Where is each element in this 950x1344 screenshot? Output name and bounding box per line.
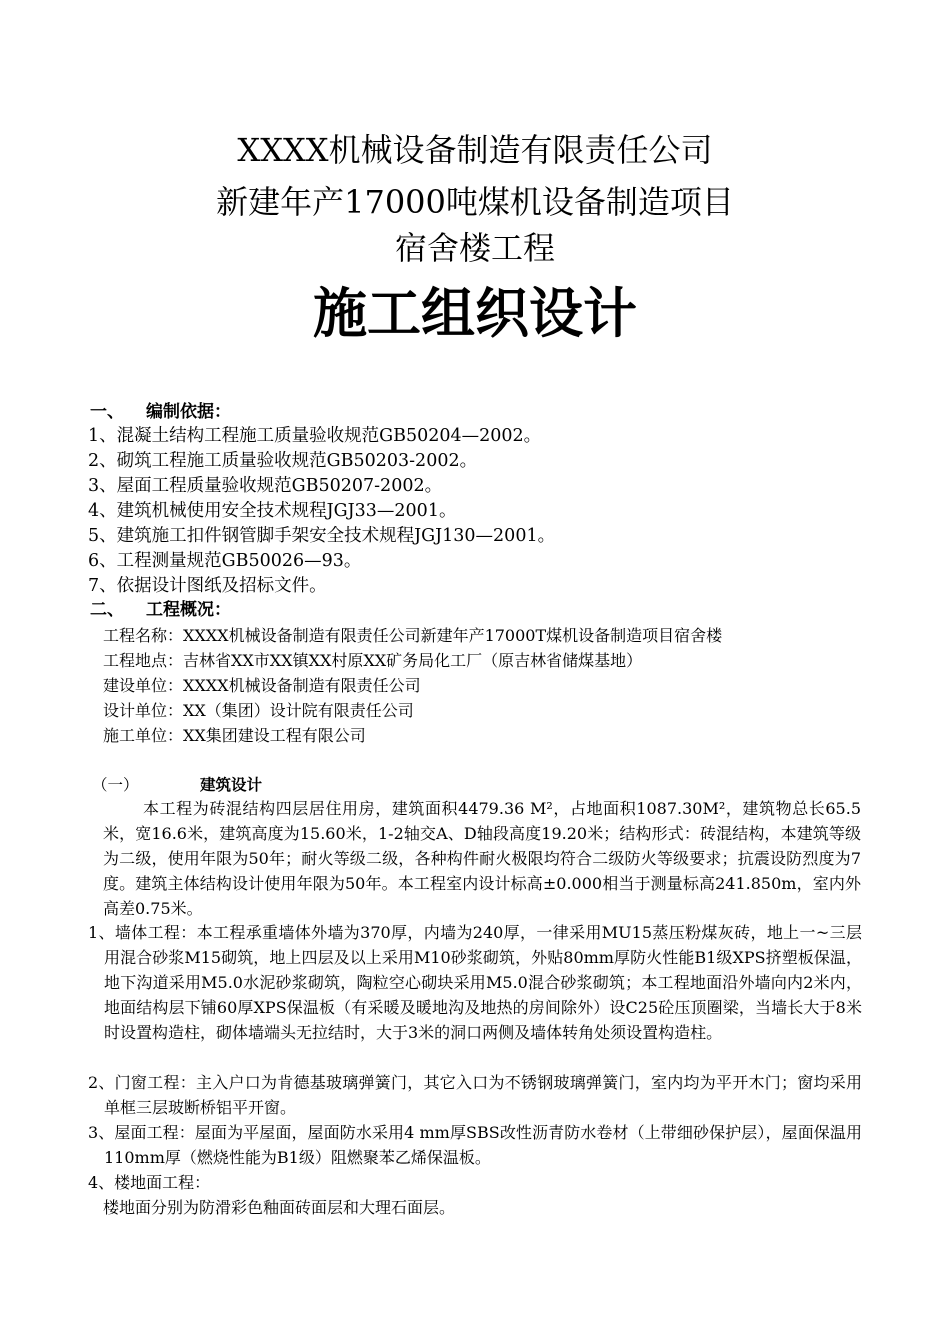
project-location: 工程地点：吉林省XX市XX镇XX村原XX矿务局化工厂（原吉林省储煤基地） [103,651,643,670]
client-unit: 建设单位：XXXX机械设备制造有限责任公司 [103,676,421,695]
project-name: 工程名称：XXXX机械设备制造有限责任公司新建年产17000T煤机设备制造项目宿舍楼 [103,626,723,645]
title-building: 宿舍楼工程 [394,229,555,267]
subsection-number: （一） [92,776,139,794]
construction-unit: 施工单位：XX集团建设工程有限公司 [103,726,366,745]
section-number: 一、 [90,402,124,422]
basis-item: 5、建筑施工扣件钢管脚手架安全技术规程JGJ130—2001。 [88,526,556,546]
door-window-works: 2、门窗工程：主入户口为肯德基玻璃弹簧门，其它入口为不锈钢玻璃弹簧门，室内均为平开木门；窗均采用单框三层玻断桥铝平开窗。 [88,1073,862,1117]
section-number: 二、 [90,600,124,620]
architecture-intro: 本工程为砖混结构四层居住用房，建筑面积4479.36 M²，占地面积1087.30M²，建筑物总长65.5米，宽16.6米，建筑高度为15.60米，1-2轴交A、D轴段高度19.20米；结构形式：砖混结构，本建筑等级为二级，使用年限为50年；耐火等级二级，各种构件耐火极限均符合二级防火等级要求；抗震设防烈度为7度。建筑主体结构设计使用年限为50年。本工程室内设计标高±0.000相当于测量标高241.850m，室内外高差0.75米。 [103,799,861,918]
section-title: 编制依据： [146,402,231,422]
section-heading-overview [90,598,231,622]
main-title: 施工组织设计 [313,282,637,345]
wall-works: 1、墙体工程：本工程承重墙体外墙为370厚，内墙为240厚，一律采用MU15蒸压粉煤灰砖，地上一~三层用混合砂浆M15砌筑，地上四层及以上采用M10砂浆砌筑，外贴80mm厚防火性能B1级XPS挤塑板保温，地下沟道采用M5.0水泥砂浆砌筑，陶粒空心砌块采用M5.0混合砂浆砌筑；本工程地面沿外墙向内2米内，地面结构层下铺60厚XPS保温板（有采暖及暖地沟及地热的房间除外）设C25砼压顶圈梁，当墙长大于8米时设置构造柱，砌体墙端头无拉结时，大于3米的洞口两侧及墙体转角处须设置构造柱。 [88,923,862,1042]
basis-item: 7、依据设计图纸及招标文件。 [88,576,327,596]
title-project: 新建年产17000吨煤机设备制造项目 [216,183,734,221]
design-unit: 设计单位：XX（集团）设计院有限责任公司 [103,701,414,720]
basis-item: 3、屋面工程质量验收规范GB50207-2002。 [88,476,443,496]
title-company: XXXX机械设备制造有限责任公司 [237,131,713,169]
floor-works: 4、楼地面工程： [88,1173,211,1192]
subsection-title: 建筑设计 [200,776,263,794]
subsection-heading-architecture [92,774,262,796]
basis-item: 2、砌筑工程施工质量验收规范GB50203-2002。 [88,451,478,471]
basis-item: 6、工程测量规范GB50026—93。 [88,551,362,571]
basis-item: 4、建筑机械使用安全技术规程JGJ33—2001。 [88,501,457,521]
floor-works-note: 楼地面分别为防滑彩色釉面砖面层和大理石面层。 [103,1198,456,1217]
basis-item: 1、混凝土结构工程施工质量验收规范GB50204—2002。 [88,426,542,446]
roof-works: 3、屋面工程：屋面为平屋面，屋面防水采用4 mm厚SBS改性沥青防水卷材（上带细砂保护层），屋面保温用110mm厚（燃烧性能为B1级）阻燃聚苯乙烯保温板。 [88,1123,862,1167]
section-title: 工程概况： [146,600,231,620]
section-heading-basis [90,400,231,424]
